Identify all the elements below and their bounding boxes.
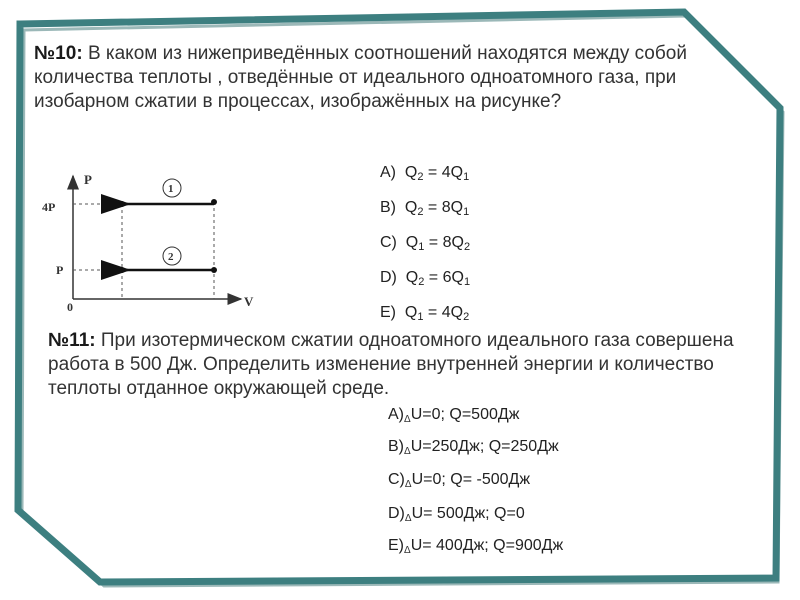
answer-rhs: Q <box>451 269 464 286</box>
answer-value: U= 500Дж; Q=0 <box>411 505 525 522</box>
answer-letter: A) <box>388 406 404 423</box>
answer-coef: 8 <box>441 199 451 216</box>
p-axis-label: P <box>84 172 92 187</box>
answer-letter: D) <box>380 269 397 286</box>
q10-answer-a[interactable] <box>380 164 469 183</box>
answer-coef: 4 <box>441 164 451 181</box>
answer-lhs-sub: 1 <box>418 241 425 253</box>
answer-lhs-sub: 2 <box>417 171 424 183</box>
answer-rhs: Q <box>451 234 464 251</box>
v-axis-label: V <box>244 294 254 309</box>
answer-letter: D) <box>388 505 405 522</box>
q11-answer-a[interactable] <box>388 406 519 425</box>
process-1-start-point <box>211 199 217 205</box>
answer-eq: = <box>424 234 443 251</box>
question-10-number: №10: <box>34 43 83 64</box>
process-2-start-point <box>211 267 217 273</box>
answer-value: U=0; Q=500Дж <box>410 406 520 423</box>
answer-lhs-sub: 2 <box>418 276 425 288</box>
delta-icon: Δ <box>404 446 411 457</box>
delta-icon: Δ <box>404 414 411 425</box>
answer-rhs-sub: 2 <box>463 241 471 253</box>
question-10-text: В каком из нижеприведённых соотношений находятся между собой количества теплоты , отведённые от идеального одноатомного газа, при изобарном сжатии в процессах, изображённых на рисунке? <box>34 43 687 112</box>
answer-rhs-sub: 2 <box>463 311 470 323</box>
answer-letter: A) <box>380 164 396 181</box>
tick-p-label: P <box>56 263 64 277</box>
question-11-text: При изотермическом сжатии одноатомного идеального газа совершена работа в 500 Дж. Определить изменение внутренней энергии и количество теплоты отданное окружающей среде. <box>48 330 734 399</box>
delta-icon: Δ <box>404 513 412 524</box>
answer-rhs-sub: 1 <box>463 171 470 183</box>
answer-letter: E) <box>380 304 396 321</box>
answer-lhs: Q <box>404 199 418 216</box>
process-1-end-point <box>119 201 125 207</box>
answer-lhs: Q <box>405 269 419 286</box>
answer-rhs-sub: 1 <box>463 276 471 288</box>
q11-answer-b[interactable] <box>388 438 559 457</box>
q11-answer-c[interactable] <box>388 471 530 490</box>
answer-letter: C) <box>388 471 405 488</box>
answer-rhs-sub: 1 <box>463 206 470 218</box>
delta-icon: Δ <box>404 545 411 556</box>
q10-answer-b[interactable] <box>380 199 469 218</box>
answer-letter: B) <box>380 199 396 216</box>
answer-lhs: Q <box>404 164 418 181</box>
process-2-end-point <box>119 267 125 273</box>
answer-coef: 8 <box>442 234 452 251</box>
answer-lhs: Q <box>404 304 418 321</box>
pv-diagram <box>36 168 266 323</box>
answer-lhs-sub: 1 <box>417 311 424 323</box>
answer-letter: E) <box>388 537 404 554</box>
process-2-label: 2 <box>168 251 174 263</box>
question-11-number: №11: <box>48 330 96 351</box>
answer-coef: 4 <box>441 304 451 321</box>
q11-answer-d[interactable] <box>388 505 525 524</box>
answer-rhs: Q <box>450 164 464 181</box>
delta-icon: Δ <box>404 479 412 490</box>
answer-value: U=250Дж; Q=250Дж <box>410 438 559 455</box>
answer-value: U= 400Дж; Q=900Дж <box>410 537 564 554</box>
answer-lhs-sub: 2 <box>417 206 424 218</box>
answer-lhs: Q <box>405 234 419 251</box>
answer-coef: 6 <box>442 269 452 286</box>
process-1-label: 1 <box>168 183 174 195</box>
answer-eq: = <box>423 199 442 216</box>
question-10 <box>34 42 714 114</box>
question-11 <box>48 329 768 401</box>
answer-rhs: Q <box>450 199 464 216</box>
origin-label: 0 <box>67 300 73 314</box>
answer-eq: = <box>423 304 442 321</box>
answer-rhs: Q <box>450 304 464 321</box>
answer-eq: = <box>423 164 442 181</box>
answer-eq: = <box>424 269 443 286</box>
tick-4p-label: 4P <box>42 200 56 214</box>
q10-answer-e[interactable] <box>380 304 469 323</box>
answer-value: U=0; Q= -500Дж <box>411 471 531 488</box>
q10-answer-d[interactable] <box>380 269 470 288</box>
answer-letter: B) <box>388 438 404 455</box>
answer-letter: C) <box>380 234 397 251</box>
q10-answer-c[interactable] <box>380 234 470 253</box>
q11-answer-e[interactable] <box>388 537 563 556</box>
